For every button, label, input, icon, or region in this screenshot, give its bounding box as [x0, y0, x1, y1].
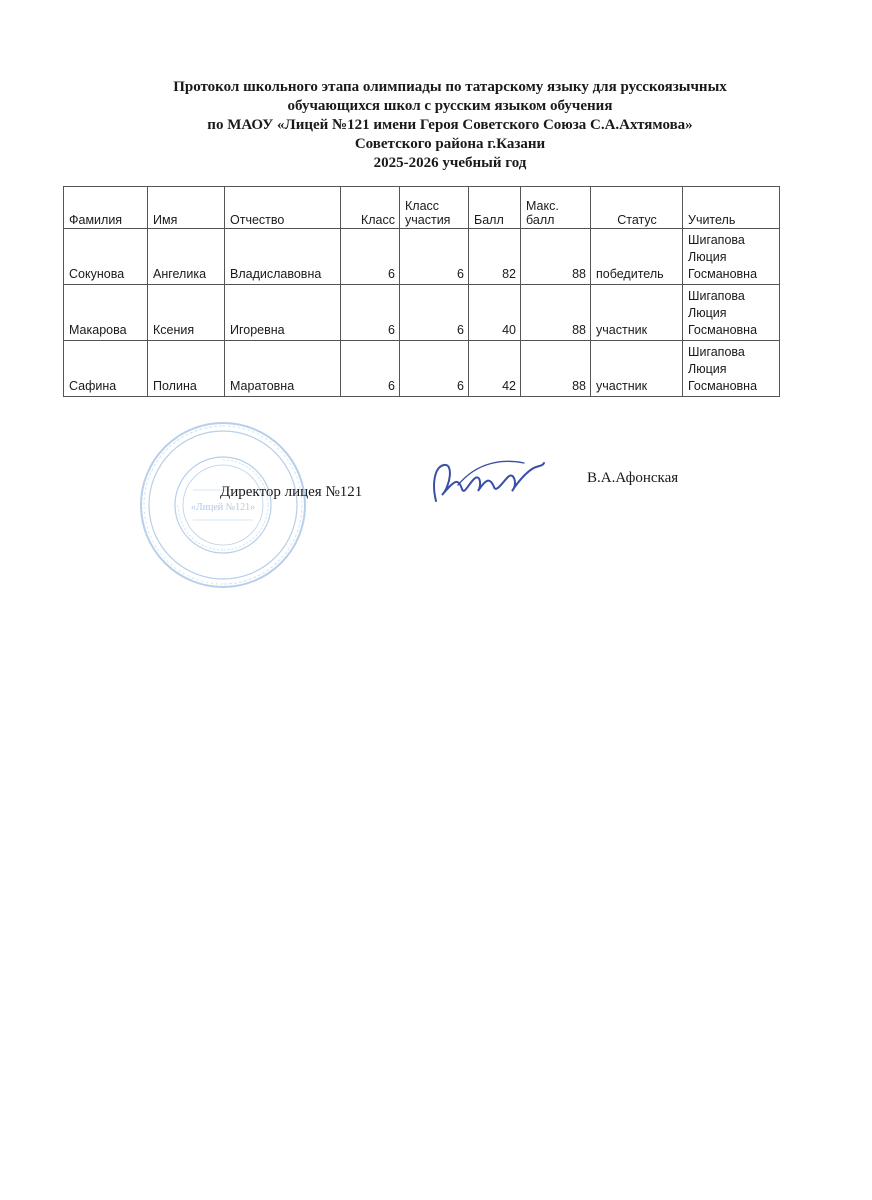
teacher-name: Люция — [688, 250, 727, 264]
col-header-max-score-line1: Макс. — [526, 199, 559, 213]
col-header-score: Балл — [469, 187, 521, 229]
teacher-surname: Шигапова — [688, 289, 745, 303]
col-header-participation-grade-line1: Класс — [405, 199, 440, 213]
cell-participation-grade: 6 — [400, 285, 469, 341]
cell-teacher — [683, 341, 780, 397]
director-position-label: Директор лицея №121 — [220, 484, 363, 500]
official-stamp — [138, 420, 308, 590]
col-header-status: Статус — [591, 187, 683, 229]
cell-surname: Сокунова — [64, 229, 148, 285]
cell-grade: 6 — [341, 285, 400, 341]
cell-max-score: 88 — [521, 229, 591, 285]
table-row — [64, 285, 780, 341]
title-line-1: Протокол школьного этапа олимпиады по татарскому языку для русскоязычных — [173, 79, 727, 95]
cell-surname: Макарова — [64, 285, 148, 341]
title-line-3: по МАОУ «Лицей №121 имени Героя Советского Союза С.А.Ахтямова» — [207, 117, 693, 133]
cell-surname: Сафина — [64, 341, 148, 397]
cell-teacher — [683, 285, 780, 341]
col-header-participation-grade — [400, 187, 469, 229]
cell-teacher — [683, 229, 780, 285]
teacher-patronymic: Госмановна — [688, 267, 758, 281]
cell-score: 40 — [469, 285, 521, 341]
cell-status: победитель — [591, 229, 683, 285]
col-header-grade: Класс — [341, 187, 400, 229]
director-signature — [428, 455, 548, 507]
cell-participation-grade: 6 — [400, 341, 469, 397]
col-header-max-score-line2: балл — [526, 213, 555, 227]
stamp-center-text: «Лицей №121» — [190, 502, 256, 513]
director-name: В.А.Афонская — [587, 470, 679, 486]
cell-patronymic: Владиславовна — [225, 229, 341, 285]
teacher-name: Люция — [688, 306, 727, 320]
teacher-name: Люция — [688, 362, 727, 376]
col-header-patronymic: Отчество — [225, 187, 341, 229]
teacher-surname: Шигапова — [688, 233, 745, 247]
teacher-patronymic: Госмановна — [688, 379, 758, 393]
table-header-row — [64, 187, 780, 229]
col-header-participation-grade-line2: участия — [405, 213, 451, 227]
results-table — [63, 186, 780, 397]
cell-participation-grade: 6 — [400, 229, 469, 285]
title-line-4: Советского района г.Казани — [354, 136, 546, 152]
cell-name: Ангелика — [148, 229, 225, 285]
cell-grade: 6 — [341, 341, 400, 397]
col-header-surname: Фамилия — [64, 187, 148, 229]
cell-score: 42 — [469, 341, 521, 397]
col-header-name: Имя — [148, 187, 225, 229]
cell-status: участник — [591, 341, 683, 397]
teacher-surname: Шигапова — [688, 345, 745, 359]
cell-max-score: 88 — [521, 285, 591, 341]
cell-name: Ксения — [148, 285, 225, 341]
title-line-5: 2025-2026 учебный год — [373, 155, 527, 171]
teacher-patronymic: Госмановна — [688, 323, 758, 337]
cell-grade: 6 — [341, 229, 400, 285]
cell-patronymic: Маратовна — [225, 341, 341, 397]
title-line-2: обучающихся школ с русским языком обучения — [287, 98, 613, 114]
table-row — [64, 229, 780, 285]
cell-patronymic: Игоревна — [225, 285, 341, 341]
cell-score: 82 — [469, 229, 521, 285]
col-header-teacher: Учитель — [683, 187, 780, 229]
cell-status: участник — [591, 285, 683, 341]
col-header-max-score — [521, 187, 591, 229]
cell-max-score: 88 — [521, 341, 591, 397]
cell-name: Полина — [148, 341, 225, 397]
table-row — [64, 341, 780, 397]
document-title — [100, 78, 800, 173]
